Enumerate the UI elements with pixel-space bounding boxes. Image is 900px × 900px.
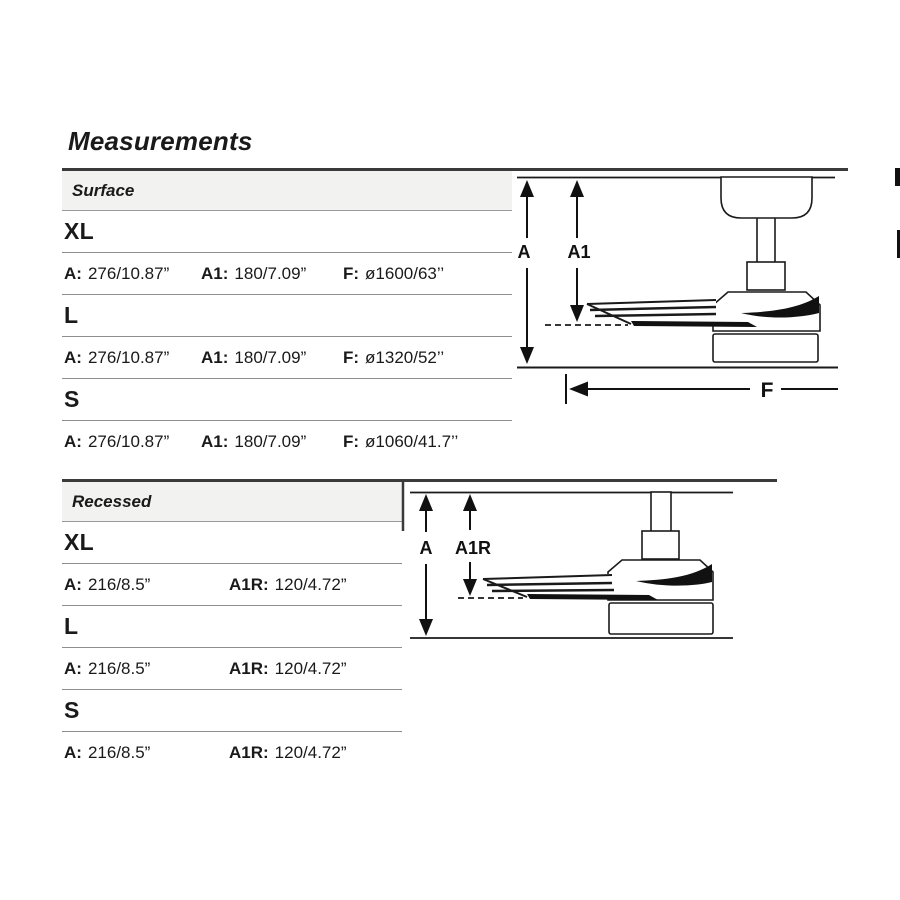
values-row-surface-s: [62, 421, 512, 463]
measurement-pair: [229, 575, 402, 595]
values-row-surface-l: [62, 337, 512, 379]
fan-downrod: [757, 212, 775, 264]
dimension-label-a: A: [419, 538, 433, 558]
edge-artifact: [895, 168, 900, 186]
values-row-recessed-s: [62, 732, 402, 774]
fan-light-module: [609, 603, 713, 634]
measurement-pair: [201, 432, 343, 452]
fan-downrod: [651, 492, 671, 532]
diameter-label-f: F: [760, 379, 774, 402]
dimension-arrow-a: [517, 180, 534, 364]
measurement-label: A:: [64, 743, 82, 762]
measurement-value: ø1060/41.7’’: [365, 432, 459, 451]
measurement-pair: [201, 264, 343, 284]
size-row-surface-l: L: [62, 295, 512, 337]
measurement-pair: [229, 743, 402, 763]
page-title: Measurements: [68, 126, 253, 156]
measurement-label: F:: [343, 263, 360, 283]
measurement-value: 216/8.5”: [87, 743, 151, 762]
size-row-recessed-s: S: [62, 690, 402, 732]
surface-table-header: Surface: [62, 171, 512, 211]
measurement-label: A1R:: [229, 743, 269, 762]
measurement-label: A:: [64, 347, 82, 367]
measurement-label: A1:: [201, 347, 229, 367]
measurement-pair: [201, 348, 343, 368]
measurement-label: A1R:: [229, 658, 269, 678]
measurement-value: 120/4.72”: [274, 743, 347, 762]
measurement-pair: [64, 432, 201, 452]
measurement-label: A:: [64, 432, 82, 451]
measurement-value: 180/7.09”: [234, 432, 307, 451]
measurement-pair: [64, 575, 229, 595]
measurement-label: F:: [343, 347, 360, 367]
surface-section: [62, 168, 512, 463]
measurement-value: ø1600/63’’: [365, 263, 445, 283]
surface-mount-diagram: [505, 155, 900, 415]
values-row-recessed-l: [62, 648, 402, 690]
measurement-label: A:: [64, 263, 82, 283]
fan-side-view: [713, 177, 820, 362]
fan-side-view: [608, 492, 713, 634]
fan-light-module: [713, 334, 818, 362]
measurement-pair: [64, 659, 229, 679]
values-row-recessed-xl: [62, 564, 402, 606]
size-row-recessed-l: L: [62, 606, 402, 648]
measurement-value: 276/10.87”: [87, 347, 170, 367]
measurement-pair: [343, 264, 512, 284]
measurement-value: ø1320/52’’: [365, 347, 445, 367]
dimension-label-a1: A1: [567, 242, 591, 262]
measurement-pair: [64, 264, 201, 284]
recessed-section: [62, 479, 402, 774]
measurement-pair: [343, 432, 512, 452]
measurement-label: A1R:: [229, 574, 269, 594]
measurement-value: 276/10.87”: [87, 432, 170, 451]
measurement-pair: [229, 659, 402, 679]
measurement-value: 120/4.72”: [274, 658, 347, 678]
measurement-value: 120/4.72”: [274, 574, 347, 594]
size-row-surface-s: S: [62, 379, 512, 421]
measurement-pair: [64, 743, 229, 763]
measurement-value: 216/8.5”: [87, 574, 151, 594]
measurement-value: 180/7.09”: [234, 347, 307, 367]
recessed-mount-diagram: [398, 470, 800, 655]
measurement-value: 180/7.09”: [234, 263, 307, 283]
size-row-recessed-xl: XL: [62, 522, 402, 564]
measurement-label: F:: [343, 432, 360, 451]
measurement-value: 216/8.5”: [87, 658, 151, 678]
measurement-label: A:: [64, 574, 82, 594]
measurement-pair: [343, 348, 512, 368]
measurement-label: A:: [64, 658, 82, 678]
measurement-label: A1:: [201, 263, 229, 283]
measurement-label: A1:: [201, 432, 229, 451]
recessed-table-header: Recessed: [62, 482, 402, 522]
dimension-label-a1r: A1R: [454, 538, 492, 558]
values-row-surface-xl: [62, 253, 512, 295]
size-row-surface-xl: XL: [62, 211, 512, 253]
measurement-value: 276/10.87”: [87, 263, 170, 283]
fan-coupling: [747, 262, 785, 290]
diameter-arrow-f: [566, 374, 838, 404]
fan-canopy: [721, 177, 812, 218]
measurement-pair: [64, 348, 201, 368]
dimension-label-a: A: [517, 242, 531, 262]
fan-coupling: [642, 531, 679, 559]
dimension-arrow-a: [419, 494, 433, 636]
